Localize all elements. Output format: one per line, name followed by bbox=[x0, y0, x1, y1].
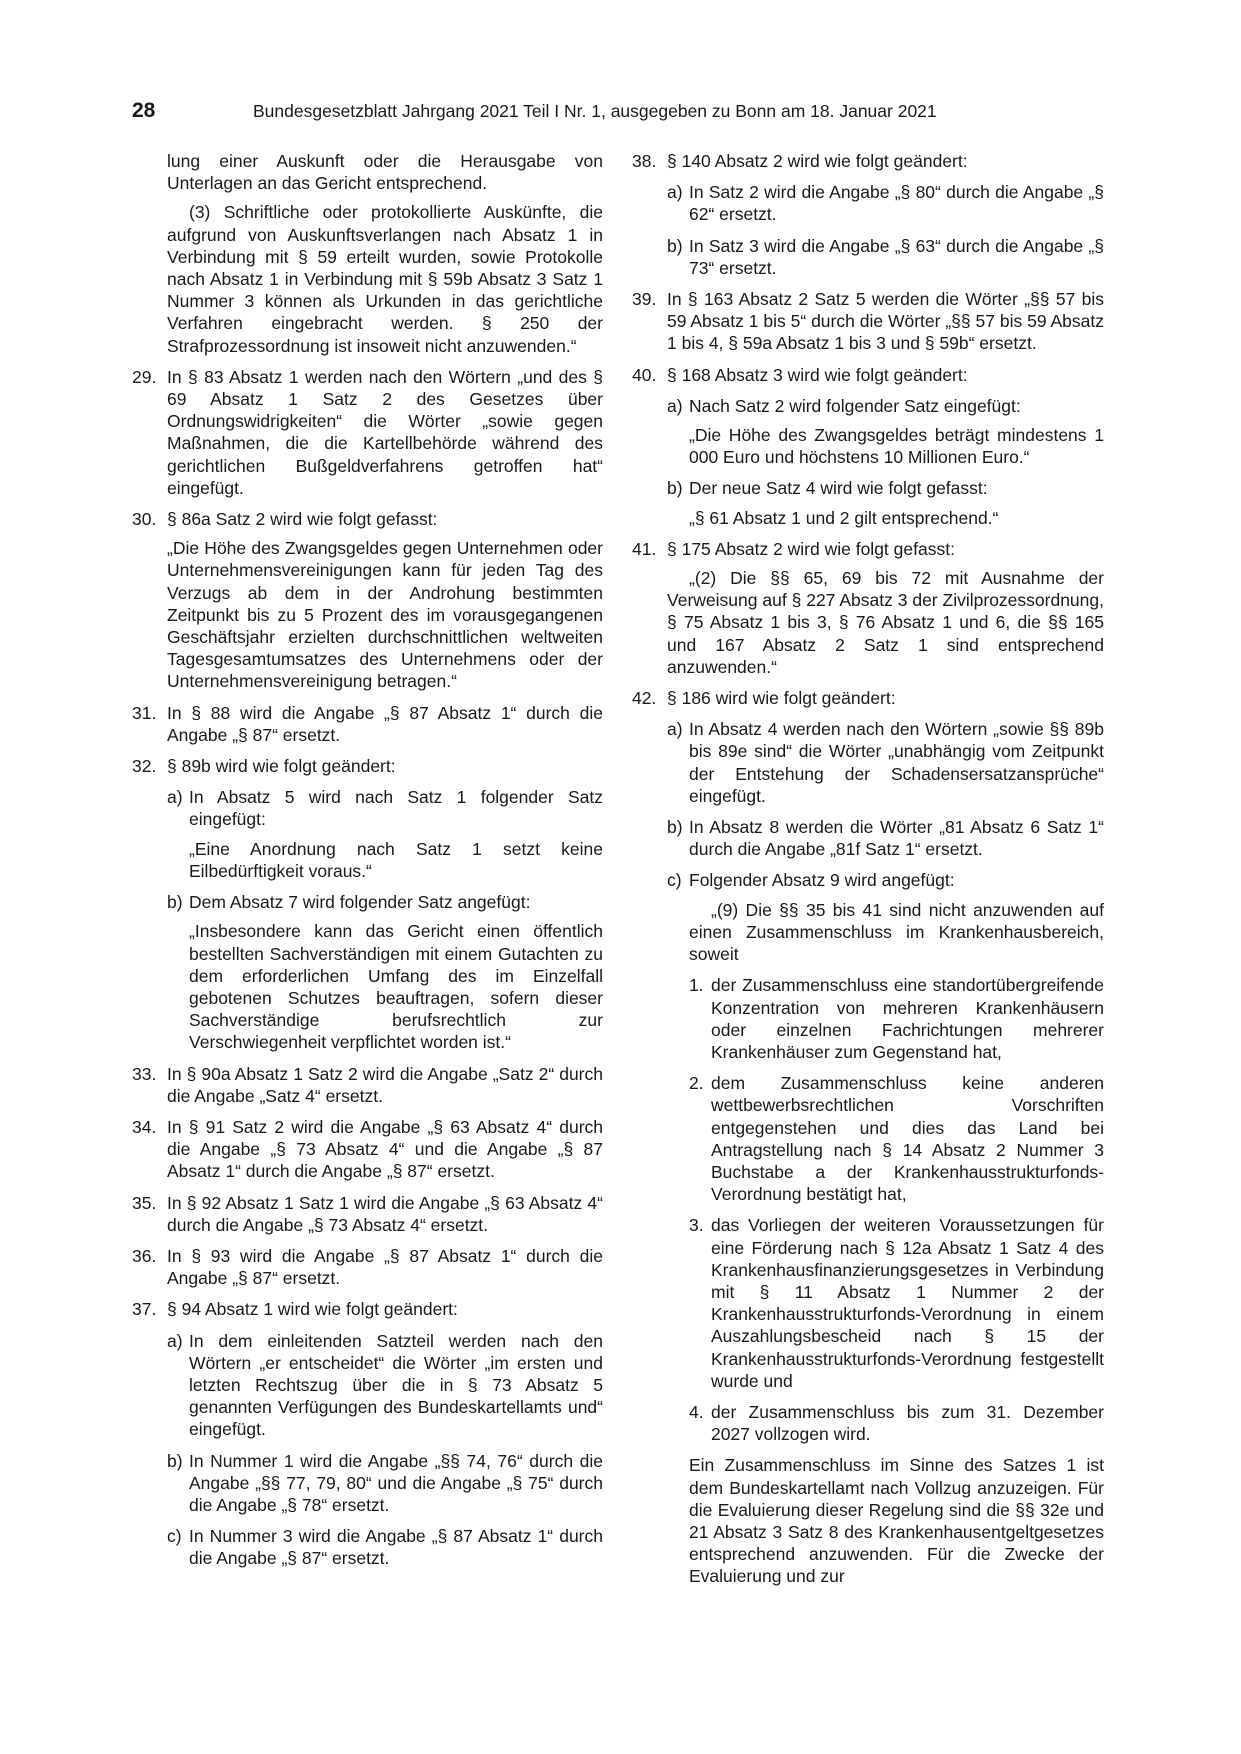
list-item bbox=[132, 1298, 603, 1320]
item-text: dem Zusammenschluss keine anderen wettbewerbsrechtlichen Vorschriften entgegenstehen und dies das Land bei Antragstellung nach § 14 Absatz 2 Nummer 3 Buchstabe a der Krankenhausstrukturfonds-Verordnung bestätigt hat, bbox=[711, 1073, 1104, 1205]
item-number: 33. bbox=[132, 1063, 157, 1084]
list-item bbox=[632, 718, 1104, 807]
item-text: der Zusammenschluss bis zum 31. Dezember 2027 vollzogen wird. bbox=[711, 1401, 1104, 1445]
list-item bbox=[132, 1450, 603, 1517]
list-item bbox=[632, 477, 1104, 499]
list-item bbox=[632, 538, 1104, 560]
item-number: 41. bbox=[632, 538, 657, 559]
list-item bbox=[132, 1245, 603, 1289]
item-number: a) bbox=[667, 182, 683, 203]
item-number: 34. bbox=[132, 1116, 157, 1137]
item-number: b) bbox=[667, 478, 683, 499]
list-item bbox=[632, 1214, 1104, 1392]
item-text: In Satz 2 wird die Angabe „§ 80“ durch die Angabe „§ 62“ ersetzt. bbox=[689, 182, 1104, 225]
item-number: 38. bbox=[632, 151, 657, 171]
item-text: Dem Absatz 7 wird folgender Satz angefügt: bbox=[189, 892, 531, 913]
list-item bbox=[632, 1072, 1104, 1205]
item-text: § 140 Absatz 2 wird wie folgt geändert: bbox=[667, 151, 968, 171]
item-text: § 89b wird wie folgt geändert: bbox=[167, 756, 396, 777]
item-text: Folgender Absatz 9 wird angefügt: bbox=[689, 870, 955, 891]
list-item bbox=[632, 869, 1104, 891]
list-item bbox=[632, 395, 1104, 417]
item-text: Der neue Satz 4 wird wie folgt gefasst: bbox=[689, 478, 988, 499]
list-item bbox=[132, 1525, 603, 1569]
item-number: 1. bbox=[689, 975, 704, 996]
item-number: b) bbox=[167, 892, 183, 913]
paragraph: lung einer Auskunft oder die Herausgabe von Unterlagen an das Gericht entsprechend. bbox=[167, 151, 603, 194]
item-number: 39. bbox=[632, 289, 657, 310]
paragraph: „Die Höhe des Zwangsgeldes gegen Unternehmen oder Unternehmensvereinigungen kann für jeden Tag des Verzugs ab dem in der Androhung bestimmten Zeitpunkt bis zu 5 Prozent des im vorausgegangenen Geschäftsjahr erzielten durchschnittlichen weltweiten Tagesgesamtumsatzes des Unternehmens oder der Unternehmensvereinigung betragen.“ bbox=[167, 538, 603, 692]
item-number: 32. bbox=[132, 756, 157, 777]
item-text: § 86a Satz 2 wird wie folgt gefasst: bbox=[167, 509, 438, 530]
list-item bbox=[632, 687, 1104, 709]
item-number: 40. bbox=[632, 364, 657, 385]
list-item bbox=[132, 1063, 603, 1107]
item-text: Nach Satz 2 wird folgender Satz eingefügt: bbox=[689, 395, 1021, 416]
item-number: 3. bbox=[689, 1215, 704, 1236]
paragraph: „§ 61 Absatz 1 und 2 gilt entsprechend.“ bbox=[689, 507, 999, 528]
item-text: In Absatz 8 werden die Wörter „81 Absatz 6 Satz 1“ durch die Angabe „81f Satz 1“ ersetzt. bbox=[689, 817, 1104, 860]
list-item bbox=[632, 1401, 1104, 1445]
paragraph: „Eine Anordnung nach Satz 1 setzt keine Eilbedürftigkeit voraus.“ bbox=[189, 838, 603, 881]
item-number: c) bbox=[667, 870, 682, 891]
list-item bbox=[632, 235, 1104, 279]
item-text: In dem einleitenden Satzteil werden nach den Wörtern „er entscheidet“ die Wörter „im ersten und letzten Rechtszug über die in § 73 Absatz 5 genannten Verfügungen des Bundeskartellamts und“ eingefügt. bbox=[189, 1330, 603, 1440]
item-text: In Nummer 3 wird die Angabe „§ 87 Absatz 1“ durch die Angabe „§ 87“ ersetzt. bbox=[189, 1526, 603, 1569]
list-item bbox=[632, 150, 1104, 172]
item-text: In Absatz 4 werden nach den Wörtern „sowie §§ 89b bis 89e sind“ die Wörter „unabhängig vom Zeitpunkt der Entstehung der Schadensersatzansprüche“ eingefügt. bbox=[689, 719, 1104, 806]
item-number: 35. bbox=[132, 1192, 157, 1213]
right-column bbox=[632, 150, 1104, 1588]
item-text: In § 90a Absatz 1 Satz 2 wird die Angabe „Satz 2“ durch die Angabe „Satz 4“ ersetzt. bbox=[167, 1063, 603, 1106]
paragraph: „Die Höhe des Zwangsgeldes beträgt mindestens 1 000 Euro und höchstens 10 Millionen Euro.“ bbox=[689, 425, 1104, 468]
list-item bbox=[132, 508, 603, 530]
item-number: a) bbox=[667, 719, 683, 740]
item-number: 36. bbox=[132, 1245, 157, 1266]
paragraph: „Insbesondere kann das Gericht einen öffentlich bestellten Sachverständigen mit einem Gutachten zu dem erforderlichen Umfang des im Einzelfall gebotenen Schutzes beauftragen, sofern dieser Sachverständige berufsrechtlich zur Verschwiegenheit verpflichtet worden ist.“ bbox=[189, 921, 603, 1053]
item-text: § 168 Absatz 3 wird wie folgt geändert: bbox=[667, 364, 968, 385]
item-number: b) bbox=[167, 1450, 183, 1471]
item-number: a) bbox=[667, 395, 683, 416]
paragraph: „(2) Die §§ 65, 69 bis 72 mit Ausnahme der Verweisung auf § 227 Absatz 3 der Zivilprozessordnung, § 75 Absatz 1 bis 3, § 76 Absatz 1 und 6, die §§ 165 und 167 Absatz 2 Satz 1 sind entsprechend anzuwenden.“ bbox=[667, 568, 1104, 677]
item-number: c) bbox=[167, 1526, 182, 1547]
list-item bbox=[632, 364, 1104, 386]
left-column bbox=[132, 150, 603, 1570]
item-text: In Nummer 1 wird die Angabe „§§ 74, 76“ durch die Angabe „§§ 77, 79, 80“ und die Angabe „§ 75“ durch die Angabe „§ 78“ ersetzt. bbox=[189, 1450, 603, 1515]
list-item bbox=[132, 786, 603, 830]
item-number: a) bbox=[167, 787, 183, 808]
item-text: § 94 Absatz 1 wird wie folgt geändert: bbox=[167, 1299, 458, 1320]
item-text: In § 88 wird die Angabe „§ 87 Absatz 1“ durch die Angabe „§ 87“ ersetzt. bbox=[167, 702, 603, 745]
paragraph: „(9) Die §§ 35 bis 41 sind nicht anzuwenden auf einen Zusammenschluss im Krankenhausbereich, soweit bbox=[689, 899, 1104, 965]
item-text: das Vorliegen der weiteren Voraussetzungen für eine Förderung nach § 12a Absatz 1 Satz 4 des Krankenhausfinanzierungsgesetzes in Verbindung mit § 11 Absatz 1 Nummer 2 der Krankenhausstrukturfonds-Verordnung in einem Auszahlungsbescheid nach § 15 der Krankenhausstrukturfonds-Verordnung festgestellt wurde und bbox=[711, 1215, 1104, 1391]
running-header bbox=[0, 98, 1241, 128]
item-text: der Zusammenschluss eine standortübergreifende Konzentration von mehreren Krankenhäusern oder einzelnen Fachrichtungen mehrerer Krankenhäuser zum Gegenstand hat, bbox=[711, 975, 1104, 1062]
item-text: In § 91 Satz 2 wird die Angabe „§ 63 Absatz 4“ durch die Angabe „§ 73 Absatz 4“ und die Angabe „§ 87 Absatz 1“ durch die Angabe „§ 87“ ersetzt. bbox=[167, 1116, 603, 1182]
list-item bbox=[632, 288, 1104, 355]
list-item bbox=[632, 816, 1104, 860]
item-text: In Absatz 5 wird nach Satz 1 folgender Satz eingefügt: bbox=[189, 787, 603, 830]
item-text: In § 92 Absatz 1 Satz 1 wird die Angabe „§ 63 Absatz 4“ durch die Angabe „§ 73 Absatz 4“ ersetzt. bbox=[167, 1192, 603, 1235]
item-text: In Satz 3 wird die Angabe „§ 63“ durch die Angabe „§ 73“ ersetzt. bbox=[689, 235, 1104, 278]
paragraph: (3) Schriftliche oder protokollierte Auskünfte, die aufgrund von Auskunftsverlangen nach Absatz 1 in Verbindung mit § 59 erteilt wurden, sowie Protokolle nach Absatz 1 in Verbindung mit § 59b Absatz 3 Satz 1 Nummer 3 können als Urkunden in das gerichtliche Verfahren eingebracht werden. § 250 der Strafprozessordnung ist insoweit nicht anzuwenden.“ bbox=[167, 202, 603, 356]
item-text: In § 93 wird die Angabe „§ 87 Absatz 1“ durch die Angabe „§ 87“ ersetzt. bbox=[167, 1245, 603, 1289]
item-number: 4. bbox=[689, 1401, 704, 1422]
list-item bbox=[632, 974, 1104, 1063]
list-item bbox=[632, 181, 1104, 225]
item-number: a) bbox=[167, 1330, 183, 1351]
paragraph: Ein Zusammenschluss im Sinne des Satzes 1 ist dem Bundeskartellamt nach Vollzug anzuzeigen. Für die Evaluierung dieser Regelung sind die §§ 32e und 21 Absatz 3 Satz 8 des Krankenhausentgeltgesetzes entsprechend anzuwenden. Für die Zwecke der Evaluierung und zur bbox=[689, 1455, 1104, 1587]
item-number: 42. bbox=[632, 688, 657, 709]
item-number: 30. bbox=[132, 509, 157, 530]
list-item bbox=[132, 755, 603, 777]
page-number: 28 bbox=[132, 99, 156, 122]
item-text: § 175 Absatz 2 wird wie folgt gefasst: bbox=[667, 538, 955, 559]
item-number: 29. bbox=[132, 366, 157, 387]
list-item bbox=[132, 891, 603, 913]
item-number: 2. bbox=[689, 1073, 704, 1094]
item-number: 37. bbox=[132, 1299, 157, 1320]
running-title: Bundesgesetzblatt Jahrgang 2021 Teil I Nr. 1, ausgegeben zu Bonn am 18. Januar 2021 bbox=[253, 101, 937, 121]
item-text: In § 163 Absatz 2 Satz 5 werden die Wörter „§§ 57 bis 59 Absatz 1 bis 5“ durch die Wörter „§§ 57 bis 59 Absatz 1 bis 4, § 59a Absatz 1 bis 3 und § 59b“ ersetzt. bbox=[667, 289, 1104, 354]
list-item bbox=[132, 1192, 603, 1236]
list-item bbox=[132, 702, 603, 746]
item-number: 31. bbox=[132, 702, 157, 723]
list-item bbox=[132, 1330, 603, 1441]
list-item bbox=[132, 366, 603, 499]
list-item bbox=[132, 1116, 603, 1183]
item-number: b) bbox=[667, 235, 683, 256]
item-number: b) bbox=[667, 817, 683, 838]
item-text: § 186 wird wie folgt geändert: bbox=[667, 688, 896, 709]
item-text: In § 83 Absatz 1 werden nach den Wörtern „und des § 69 Absatz 1 Satz 2 des Gesetzes über Ordnungswidrigkeiten“ die Wörter „sowie gegen Maßnahmen, die die Kartellbehörde während des gerichtlichen Bußgeldverfahrens getroffen hat“ eingefügt. bbox=[167, 366, 603, 498]
